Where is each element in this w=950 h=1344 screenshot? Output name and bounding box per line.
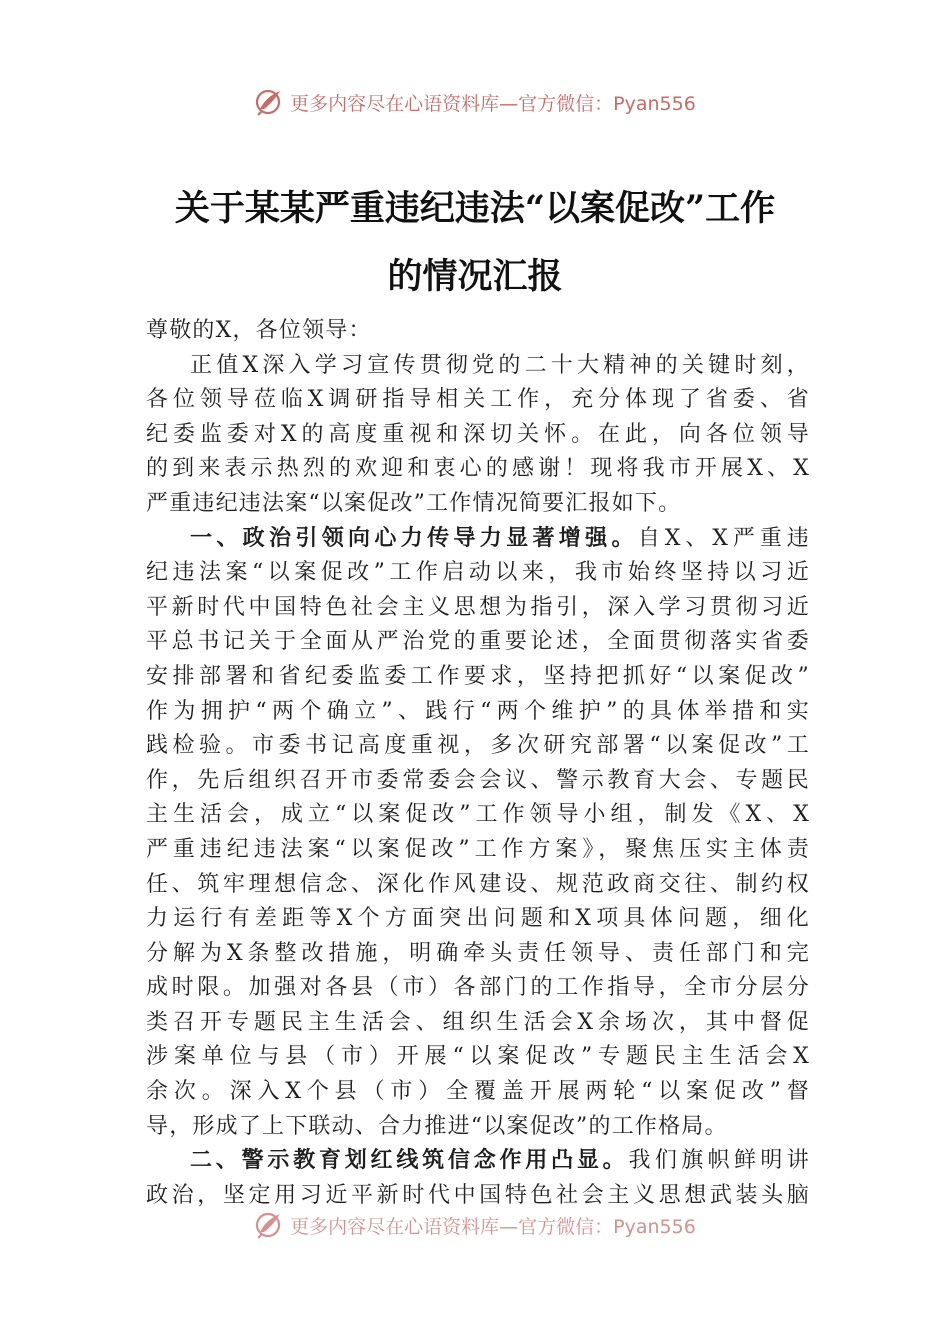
text-line: 分解为X条整改措施，明确牵头责任领导、责任部门和完 — [146, 940, 810, 966]
section-2-heading: 二、警示教育划红线筑信念作用凸显。 — [190, 1148, 629, 1174]
document-body — [146, 314, 810, 1213]
watermark-header — [0, 84, 950, 120]
section-2 — [146, 1144, 810, 1213]
paragraph-intro — [146, 349, 810, 522]
text-line: 平总书记关于全面从严治党的重要论述，全面贯彻落实省委 — [146, 629, 810, 655]
text-line: 正值X深入学习宣传贯彻党的二十大精神的关键时刻， — [190, 352, 810, 378]
section-1-first-line — [146, 522, 810, 557]
text-line: 力运行有差距等X个方面突出问题和X项具体问题，细化 — [146, 906, 810, 932]
text-line: 纪委监委对X的高度重视和深切关怀。在此，向各位领导 — [146, 421, 810, 447]
watermark-text: 更多内容尽在心语资料库—官方微信：Pyan556 — [290, 1215, 696, 1238]
text-line: 的到来表示热烈的欢迎和衷心的感谢！现将我市开展X、X — [146, 456, 810, 482]
text-line: 安排部署和省纪委监委工作要求，坚持把抓好“以案促改” — [146, 663, 810, 689]
watermark-text: 更多内容尽在心语资料库—官方微信：Pyan556 — [290, 92, 696, 115]
salutation: 尊敬的X，各位领导： — [146, 318, 372, 343]
text-line: 纪违法案“以案促改”工作启动以来，我市始终坚持以习近 — [146, 560, 810, 586]
text-line: 类召开专题民主生活会、组织生活会X余场次，其中督促 — [146, 1009, 810, 1035]
text-line: 平新时代中国特色社会主义思想为指引，深入学习贯彻习近 — [146, 594, 810, 620]
watermark-footer — [0, 1210, 950, 1240]
text-line: 践检验。市委书记高度重视，多次研究部署“以案促改”工 — [146, 733, 810, 759]
text-line: 余次。深入X个县（市）全覆盖开展两轮“以案促改”督 — [146, 1079, 810, 1105]
text-line: 严重违纪违法案“以案促改”工作方案》，聚焦压实主体责 — [146, 836, 810, 862]
text-line: 严重违纪违法案“以案促改”工作情况简要汇报如下。 — [146, 490, 682, 516]
text-line: 各位领导莅临X调研指导相关工作，充分体现了省委、省 — [146, 387, 810, 413]
section-1-first-line-text: 自X、X严重违 — [637, 525, 810, 551]
pen-brush-logo-icon — [254, 87, 284, 117]
document-title-line-1: 关于某某严重违纪违法“以案促改”工作 — [174, 188, 776, 229]
section-2-first-line — [146, 1144, 810, 1179]
text-line: 成时限。加强对各县（市）各部门的工作指导，全市分层分 — [146, 975, 810, 1001]
section-1 — [146, 522, 810, 1145]
pen-brush-logo-icon — [254, 1210, 284, 1240]
text-line: 作为拥护“两个确立”、践行“两个维护”的具体举措和实 — [146, 698, 810, 724]
section-1-heading: 一、政治引领向心力传导力显著增强。 — [190, 525, 638, 551]
document-title-line-2: 的情况汇报 — [387, 256, 563, 297]
text-line: 涉案单位与县（市）开展“以案促改”专题民主生活会X — [146, 1044, 810, 1070]
text-line: 任、筑牢理想信念、深化作风建设、规范政商交往、制约权 — [146, 871, 810, 897]
text-line: 政治，坚定用习近平新时代中国特色社会主义思想武装头脑 — [146, 1182, 810, 1208]
text-line: 主生活会，成立“以案促改”工作领导小组，制发《X、X — [146, 802, 810, 828]
section-2-first-line-text: 我们旗帜鲜明讲 — [628, 1148, 810, 1174]
text-line: 作，先后组织召开市委常委会会议、警示教育大会、专题民 — [146, 767, 810, 793]
text-line: 导，形成了上下联动、合力推进“以案促改”的工作格局。 — [146, 1113, 728, 1139]
